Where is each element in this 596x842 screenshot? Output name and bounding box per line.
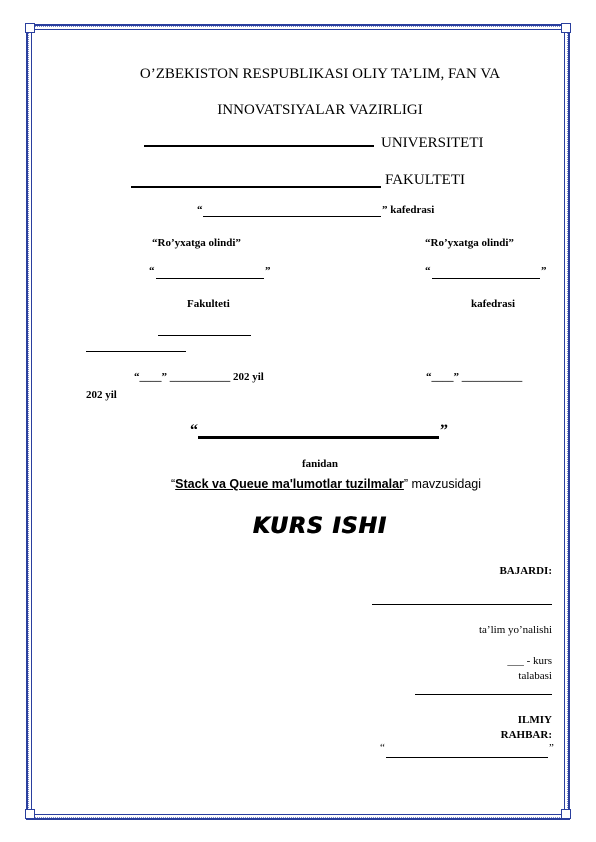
subject-quote-close: ” (440, 422, 448, 439)
registration-left-quote-open: “ (149, 265, 155, 277)
registration-right-title: “Ro’yxatga olindi” (425, 237, 514, 249)
registration-left-blank[interactable] (156, 278, 264, 279)
author-name-blank[interactable] (372, 604, 552, 605)
university-label: UNIVERSITETI (381, 135, 484, 151)
supervisor-label-1: ILMIY (517, 714, 552, 726)
registration-right-blank[interactable] (432, 278, 540, 279)
border-corner-top-right (561, 23, 571, 33)
topic-line (171, 477, 481, 491)
registration-left-title: “Ro’yxatga olindi” (152, 237, 241, 249)
kafedra-quote-open: “ (197, 204, 203, 216)
faculty-name-blank[interactable] (131, 186, 381, 188)
topic-quote-open: “ (171, 477, 176, 491)
kafedra-label: ” kafedrasi (382, 204, 435, 216)
registration-left-signature-blank[interactable] (158, 335, 251, 336)
university-name-blank[interactable] (144, 145, 374, 147)
ministry-line-2: INNOVATSIYALAR VAZIRLIGI (217, 102, 423, 118)
author-student: talabasi (518, 670, 552, 682)
registration-right-quote-close: ” (541, 265, 547, 277)
border-corner-bottom-left (25, 809, 35, 819)
registration-left-date-year: 202 yil (86, 389, 117, 401)
kafedra-name-blank[interactable] (203, 216, 381, 217)
registration-left-date: “____” ___________ 202 yil (134, 371, 264, 383)
work-title: KURS ISHI (252, 514, 388, 539)
supervisor-quote-close: ” (549, 742, 554, 754)
author-direction: ta’lim yo’nalishi (478, 624, 552, 636)
border-corner-top-left (25, 23, 35, 33)
author-bajardi-label: BAJARDI: (499, 565, 552, 577)
supervisor-name-blank[interactable] (386, 757, 548, 758)
subject-name-blank[interactable] (198, 436, 439, 439)
border-corner-bottom-right (561, 809, 571, 819)
author-course: ___ - kurs (507, 655, 552, 667)
supervisor-label-2: RAHBAR: (500, 729, 552, 741)
topic-title: Stack va Queue ma'lumotlar tuzilmalar (175, 477, 404, 491)
subject-fanidan: fanidan (301, 458, 339, 470)
subject-quote-open: “ (190, 422, 198, 439)
registration-right-unit: kafedrasi (471, 298, 515, 310)
registration-right-quote-open: “ (425, 265, 431, 277)
faculty-label: FAKULTETI (385, 172, 465, 188)
registration-left-quote-close: ” (265, 265, 271, 277)
author-extra-blank[interactable] (415, 694, 552, 695)
ministry-line-1: O’ZBEKISTON RESPUBLIKASI OLIY TA’LIM, FAN VA (139, 66, 501, 82)
registration-left-signature-blank-2[interactable] (86, 351, 186, 352)
registration-right-date: “____” ___________ (426, 371, 523, 383)
supervisor-quote-open: “ (380, 742, 385, 754)
registration-left-unit: Fakulteti (187, 298, 230, 310)
topic-quote-close: ” mavzusidagi (403, 477, 482, 491)
